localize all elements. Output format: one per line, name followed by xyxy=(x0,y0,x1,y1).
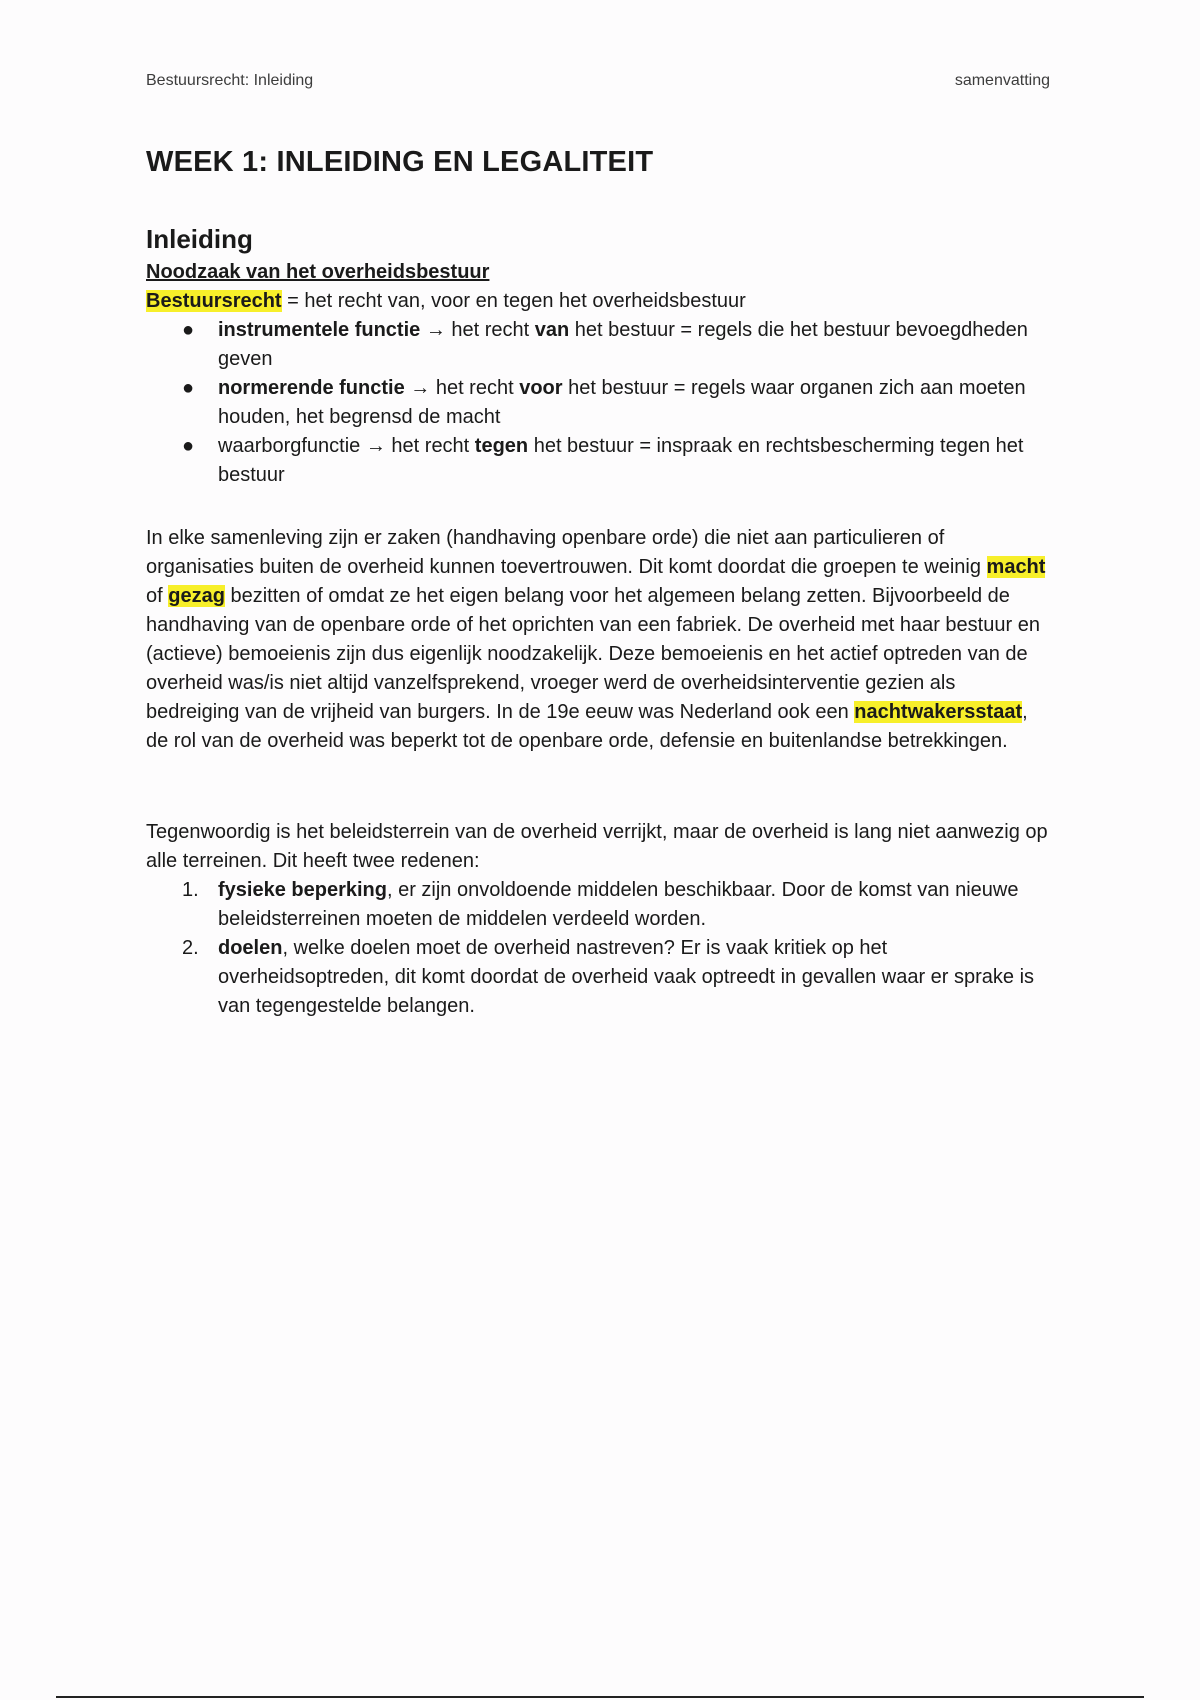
reasons-list xyxy=(146,876,1054,1021)
item-number: 2. xyxy=(182,937,199,959)
highlight-nachtwakersstaat: nachtwakersstaat xyxy=(854,701,1023,723)
reasons-block xyxy=(146,818,1054,1021)
item-bold: van xyxy=(534,319,570,341)
item-bold: doelen xyxy=(218,937,283,959)
subsection-heading: Noodzaak van het overheidsbestuur xyxy=(146,261,490,283)
item-bold: fysieke beperking xyxy=(218,879,387,901)
item-text: → het recht xyxy=(420,319,535,341)
list-item xyxy=(146,316,1054,374)
item-bold: instrumentele functie xyxy=(218,319,421,341)
bullet-icon: ● xyxy=(182,435,195,457)
bullet-icon: ● xyxy=(182,319,195,341)
page-title: WEEK 1: INLEIDING EN LEGALITEIT xyxy=(146,146,654,178)
paragraph-text: , de rol van de overheid was beperkt tot de openbare orde, defensie en buitenlandse betrekkingen. xyxy=(146,701,1028,752)
paragraph-text: of xyxy=(146,585,169,607)
definition-text: = het recht van, voor en tegen het overheidsbestuur xyxy=(281,290,746,312)
item-number: 1. xyxy=(182,879,199,901)
intro-block xyxy=(146,258,1054,490)
item-text: het bestuur = inspraak en rechtsbescherming tegen het bestuur xyxy=(218,435,1024,486)
highlight-macht: macht xyxy=(986,556,1046,578)
item-bold: normerende functie xyxy=(218,377,405,399)
paragraph-text: In elke samenleving zijn er zaken (handhaving openbare orde) die niet aan particulieren of organisaties buiten de overheid kunnen toevertrouwen. Dit komt doordat die groepen te weinig xyxy=(146,527,987,578)
highlight-gezag: gezag xyxy=(168,585,225,607)
list-item xyxy=(146,374,1054,432)
definition-line xyxy=(146,287,1054,316)
highlighted-term: Bestuursrecht xyxy=(146,290,282,312)
item-text: → het recht xyxy=(404,377,520,399)
item-text: het bestuur = regels waar organen zich aan moeten houden, het begrensd de macht xyxy=(218,377,1026,428)
item-bold: tegen xyxy=(474,435,529,457)
item-text: , er zijn onvoldoende middelen beschikbaar. Door de komst van nieuwe beleidsterreinen moeten de middelen verdeeld worden. xyxy=(218,879,1019,930)
list-item xyxy=(146,432,1054,490)
footer-divider xyxy=(56,1696,1144,1698)
item-bold: voor xyxy=(519,377,563,399)
numbered-item xyxy=(146,934,1054,1021)
item-text: het bestuur = regels die het bestuur bevoegdheden geven xyxy=(218,319,1028,370)
paragraph-1 xyxy=(146,524,1054,756)
header-right: samenvatting xyxy=(954,72,1050,89)
function-list xyxy=(146,316,1054,490)
bullet-icon: ● xyxy=(182,377,195,399)
paragraph-text: bezitten of omdat ze het eigen belang voor het algemeen belang zetten. Bijvoorbeeld de handhaving van de openbare orde of het oprichten van een fabriek. De overheid met haar bestuur en (actieve) bemoeienis zijn dus eigenlijk noodzakelijk. Deze bemoeienis en het actief optreden van de overheid was/is niet altijd vanzelfsprekend, vroeger werd de overheidsinterventie gezien als bedreiging van de vrijheid van burgers. In de 19e eeuw was Nederland ook een xyxy=(146,585,1040,723)
paragraph-2: Tegenwoordig is het beleidsterrein van de overheid verrijkt, maar de overheid is lang niet aanwezig op alle terreinen. Dit heeft twee redenen: xyxy=(146,821,1048,872)
item-text: waarborgfunctie → het recht xyxy=(218,435,475,457)
numbered-item xyxy=(146,876,1054,934)
section-heading: Inleiding xyxy=(146,224,253,254)
header-left: Bestuursrecht: Inleiding xyxy=(146,72,314,89)
item-text: , welke doelen moet de overheid nastreven? Er is vaak kritiek op het overheidsoptreden, dit komt doordat de overheid vaak optreedt in gevallen waar er sprake is van tegengestelde belangen. xyxy=(218,937,1035,1017)
